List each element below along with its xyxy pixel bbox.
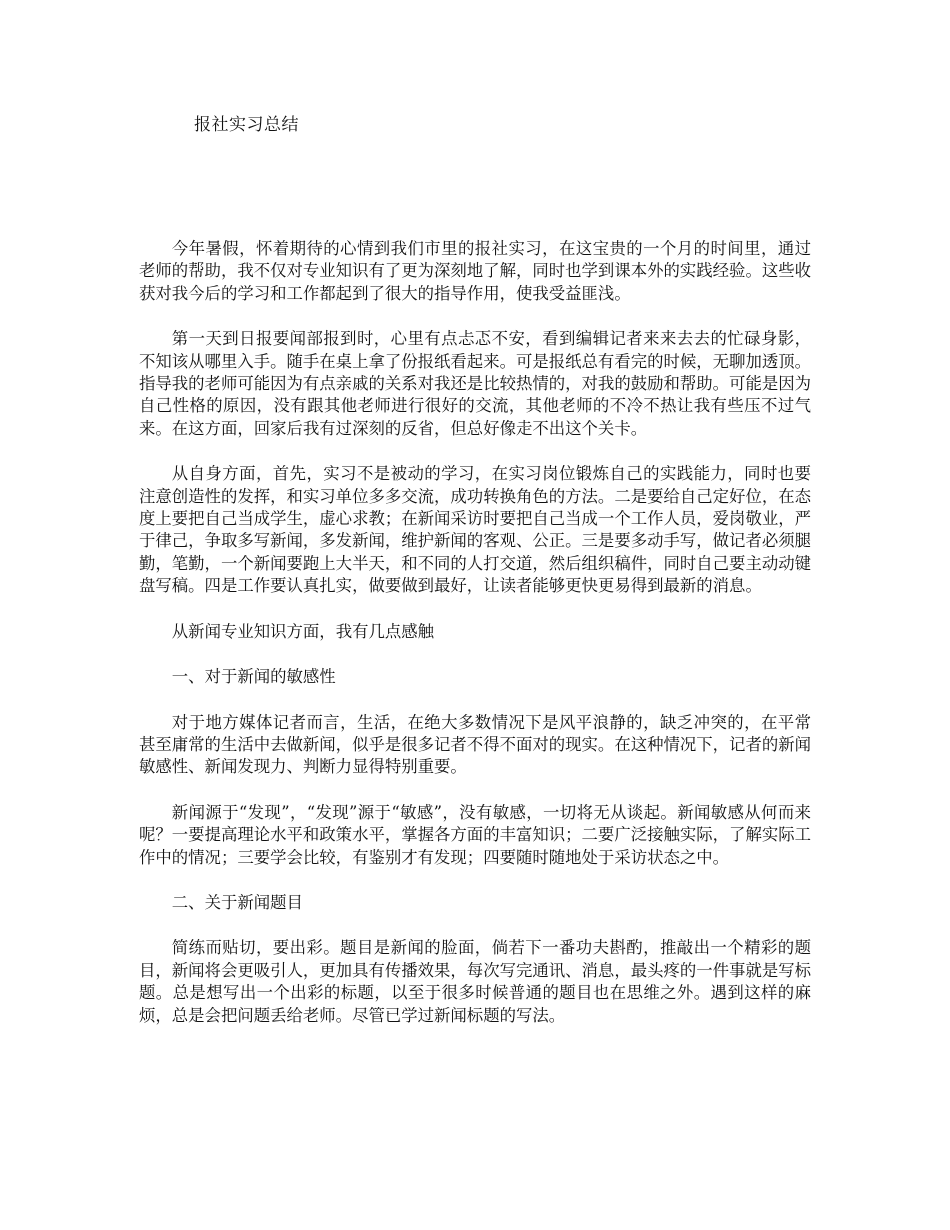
paragraph-intro: 今年暑假，怀着期待的心情到我们市里的报社实习，在这宝贵的一个月的时间里，通过老师的帮助，我不仅对专业知识有了更为深刻地了解，同时也学到课本外的实践经验。这些收获对我今后的学习和工作都起到了很大的指导作用，使我受益匪浅。 — [139, 239, 812, 303]
paragraph-local-media: 对于地方媒体记者而言，生活，在绝大多数情况下是风平浪静的，缺乏冲突的，在平常甚至庸常的生活中去做新闻，似乎是很多记者不得不面对的现实。在这种情况下，记者的新闻敏感性、新闻发现力、判断力显得特别重要。 — [139, 712, 812, 777]
document-title: 报社实习总结 — [194, 115, 299, 135]
paragraph-self-aspect: 从自身方面，首先，实习不是被动的学习，在实习岗位锻炼自己的实践能力，同时也要注意创造性的发挥，和实习单位多多交流，成功转换角色的方法。二是要给自己定好位，在态度上要把自己当成学生，虚心求教；在新闻采访时要把自己当成一个工作人员，爱岗敬业，严于律己，争取多写新闻，多发新闻，维护新闻的客观、公正。三是要多动手写，做记者必须腿勤，笔勤，一个新闻要跑上大半天，和不同的人打交道，然后组织稿件，同时自己要主动动键盘写稿。四是工作要认真扎实，做要做到最好，让读者能够更快更易得到最新的消息。 — [139, 464, 812, 596]
section-heading-news-sensitivity: 一、对于新闻的敏感性 — [171, 667, 336, 687]
paragraph-headline-writing: 简练而贴切，要出彩。题目是新闻的脸面，倘若下一番功夫斟酌，推敲出一个精彩的题目，新闻将会更吸引人，更加具有传播效果，每次写完通讯、消息，最头疼的一件事就是写标题。总是想写出一个出彩的标题，以至于很多时候普通的题目也在思维之外。遇到这样的麻烦，总是会把问题丢给老师。尽管已学过新闻标题的写法。 — [139, 938, 812, 1025]
paragraph-news-discovery: 新闻源于“发现”，“发现”源于“敏感”，没有敏感，一切将无从谈起。新闻敏感从何而来呢？一要提高理论水平和政策水平，掌握各方面的丰富知识；二要广泛接触实际，了解实际工作中的情况；三要学会比较，有鉴别才有发现；四要随时随地处于采访状态之中。 — [139, 802, 812, 867]
section-heading-news-title: 二、关于新闻题目 — [171, 892, 303, 912]
paragraph-first-day: 第一天到日报要闻部报到时，心里有点忐忑不安，看到编辑记者来来去去的忙碌身影，不知该从哪里入手。随手在桌上拿了份报纸看起来。可是报纸总有看完的时候，无聊加透顶。指导我的老师可能因为有点亲戚的关系对我还是比较热情的，对我的鼓励和帮助。可能是因为自己性格的原因，没有跟其他老师进行很好的交流，其他老师的不冷不热让我有些压不过气来。在这方面，回家后我有过深刻的反省，但总好像走不出这个关卡。 — [139, 329, 812, 438]
paragraph-professional-intro: 从新闻专业知识方面，我有几点感触 — [171, 621, 435, 641]
document-body — [139, 238, 811, 1050]
